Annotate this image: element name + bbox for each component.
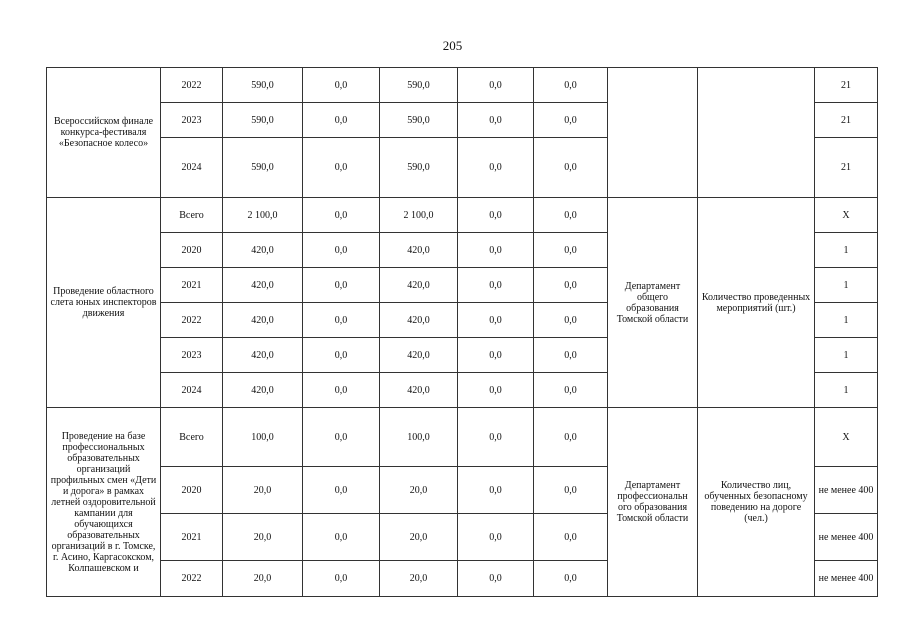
year-cell: 2021 bbox=[161, 514, 223, 561]
indicator-value-cell: X bbox=[815, 198, 878, 233]
amount-cell: 0,0 bbox=[303, 198, 380, 233]
total-cell: 20,0 bbox=[223, 467, 303, 514]
year-cell: 2024 bbox=[161, 138, 223, 198]
activity-name-cell: Проведение областного слета юных инспекторов движения bbox=[47, 198, 161, 408]
amount-cell: 0,0 bbox=[303, 68, 380, 103]
indicator-cell: Количество проведенных мероприятий (шт.) bbox=[698, 198, 815, 408]
amount-cell: 0,0 bbox=[458, 373, 534, 408]
total-cell: 100,0 bbox=[223, 408, 303, 467]
indicator-value-cell: 21 bbox=[815, 103, 878, 138]
year-cell: 2021 bbox=[161, 268, 223, 303]
amount-cell: 590,0 bbox=[380, 138, 458, 198]
year-cell: 2023 bbox=[161, 103, 223, 138]
amount-cell: 0,0 bbox=[534, 68, 608, 103]
year-cell: 2024 bbox=[161, 373, 223, 408]
amount-cell: 0,0 bbox=[534, 561, 608, 597]
amount-cell: 20,0 bbox=[380, 561, 458, 597]
amount-cell: 420,0 bbox=[380, 373, 458, 408]
amount-cell: 0,0 bbox=[534, 467, 608, 514]
amount-cell: 0,0 bbox=[303, 268, 380, 303]
amount-cell: 0,0 bbox=[303, 467, 380, 514]
total-cell: 420,0 bbox=[223, 338, 303, 373]
amount-cell: 420,0 bbox=[380, 303, 458, 338]
year-cell: 2022 bbox=[161, 68, 223, 103]
amount-cell: 590,0 bbox=[380, 103, 458, 138]
amount-cell: 0,0 bbox=[458, 514, 534, 561]
amount-cell: 2 100,0 bbox=[380, 198, 458, 233]
amount-cell: 0,0 bbox=[534, 408, 608, 467]
indicator-value-cell: 21 bbox=[815, 68, 878, 103]
indicator-value-cell: не менее 400 bbox=[815, 561, 878, 597]
total-cell: 2 100,0 bbox=[223, 198, 303, 233]
amount-cell: 20,0 bbox=[380, 514, 458, 561]
amount-cell: 0,0 bbox=[458, 561, 534, 597]
total-cell: 590,0 bbox=[223, 138, 303, 198]
year-cell: 2023 bbox=[161, 338, 223, 373]
total-cell: 420,0 bbox=[223, 303, 303, 338]
amount-cell: 420,0 bbox=[380, 338, 458, 373]
amount-cell: 0,0 bbox=[458, 467, 534, 514]
amount-cell: 0,0 bbox=[303, 561, 380, 597]
indicator-value-cell: 1 bbox=[815, 268, 878, 303]
amount-cell: 0,0 bbox=[458, 138, 534, 198]
amount-cell: 100,0 bbox=[380, 408, 458, 467]
total-cell: 420,0 bbox=[223, 233, 303, 268]
indicator-value-cell: не менее 400 bbox=[815, 514, 878, 561]
indicator-value-cell: 1 bbox=[815, 338, 878, 373]
total-cell: 20,0 bbox=[223, 561, 303, 597]
amount-cell: 420,0 bbox=[380, 268, 458, 303]
indicator-value-cell: X bbox=[815, 408, 878, 467]
amount-cell: 0,0 bbox=[303, 103, 380, 138]
amount-cell: 0,0 bbox=[534, 138, 608, 198]
year-cell: Всего bbox=[161, 408, 223, 467]
year-cell: 2020 bbox=[161, 467, 223, 514]
year-cell: 2022 bbox=[161, 561, 223, 597]
indicator-cell: Количество лиц, обученных безопасному поведению на дороге (чел.) bbox=[698, 408, 815, 597]
amount-cell: 0,0 bbox=[458, 338, 534, 373]
amount-cell: 0,0 bbox=[303, 373, 380, 408]
amount-cell: 0,0 bbox=[303, 233, 380, 268]
amount-cell: 0,0 bbox=[458, 303, 534, 338]
amount-cell: 0,0 bbox=[458, 68, 534, 103]
total-cell: 590,0 bbox=[223, 68, 303, 103]
indicator-value-cell: 21 bbox=[815, 138, 878, 198]
amount-cell: 0,0 bbox=[303, 303, 380, 338]
table-row bbox=[47, 68, 878, 103]
amount-cell: 0,0 bbox=[534, 373, 608, 408]
amount-cell: 0,0 bbox=[458, 103, 534, 138]
amount-cell: 0,0 bbox=[534, 103, 608, 138]
year-cell: 2020 bbox=[161, 233, 223, 268]
amount-cell: 20,0 bbox=[380, 467, 458, 514]
amount-cell: 0,0 bbox=[534, 233, 608, 268]
indicator-value-cell: 1 bbox=[815, 373, 878, 408]
executor-cell: Департамент общего образования Томской области bbox=[608, 198, 698, 408]
amount-cell: 0,0 bbox=[534, 338, 608, 373]
year-cell: Всего bbox=[161, 198, 223, 233]
total-cell: 420,0 bbox=[223, 268, 303, 303]
amount-cell: 0,0 bbox=[303, 338, 380, 373]
budget-table bbox=[46, 67, 878, 597]
indicator-cell bbox=[698, 68, 815, 198]
total-cell: 20,0 bbox=[223, 514, 303, 561]
total-cell: 590,0 bbox=[223, 103, 303, 138]
amount-cell: 0,0 bbox=[458, 408, 534, 467]
page-number: 205 bbox=[442, 38, 463, 53]
indicator-value-cell: 1 bbox=[815, 233, 878, 268]
activity-name-cell: Проведение на базе профессиональных образовательных организаций профильных смен «Дети и дорога» в рамках летней оздоровительной кампании для обучающихся образовательных организаций в г. Томске, г. Асино, Каргасокском, Колпашевском и bbox=[47, 408, 161, 597]
amount-cell: 590,0 bbox=[380, 68, 458, 103]
amount-cell: 0,0 bbox=[458, 198, 534, 233]
table-row bbox=[47, 198, 878, 233]
amount-cell: 0,0 bbox=[534, 268, 608, 303]
indicator-value-cell: 1 bbox=[815, 303, 878, 338]
amount-cell: 0,0 bbox=[303, 408, 380, 467]
amount-cell: 0,0 bbox=[534, 303, 608, 338]
indicator-value-cell: не менее 400 bbox=[815, 467, 878, 514]
amount-cell: 0,0 bbox=[303, 138, 380, 198]
amount-cell: 0,0 bbox=[303, 514, 380, 561]
amount-cell: 0,0 bbox=[458, 233, 534, 268]
amount-cell: 0,0 bbox=[534, 514, 608, 561]
amount-cell: 0,0 bbox=[534, 198, 608, 233]
amount-cell: 420,0 bbox=[380, 233, 458, 268]
executor-cell bbox=[608, 68, 698, 198]
amount-cell: 0,0 bbox=[458, 268, 534, 303]
activity-name-cell: Всероссийском финале конкурса-фестиваля «Безопасное колесо» bbox=[47, 68, 161, 198]
year-cell: 2022 bbox=[161, 303, 223, 338]
executor-cell: Департамент профессиональн ого образования Томской области bbox=[608, 408, 698, 597]
total-cell: 420,0 bbox=[223, 373, 303, 408]
table-row bbox=[47, 408, 878, 467]
